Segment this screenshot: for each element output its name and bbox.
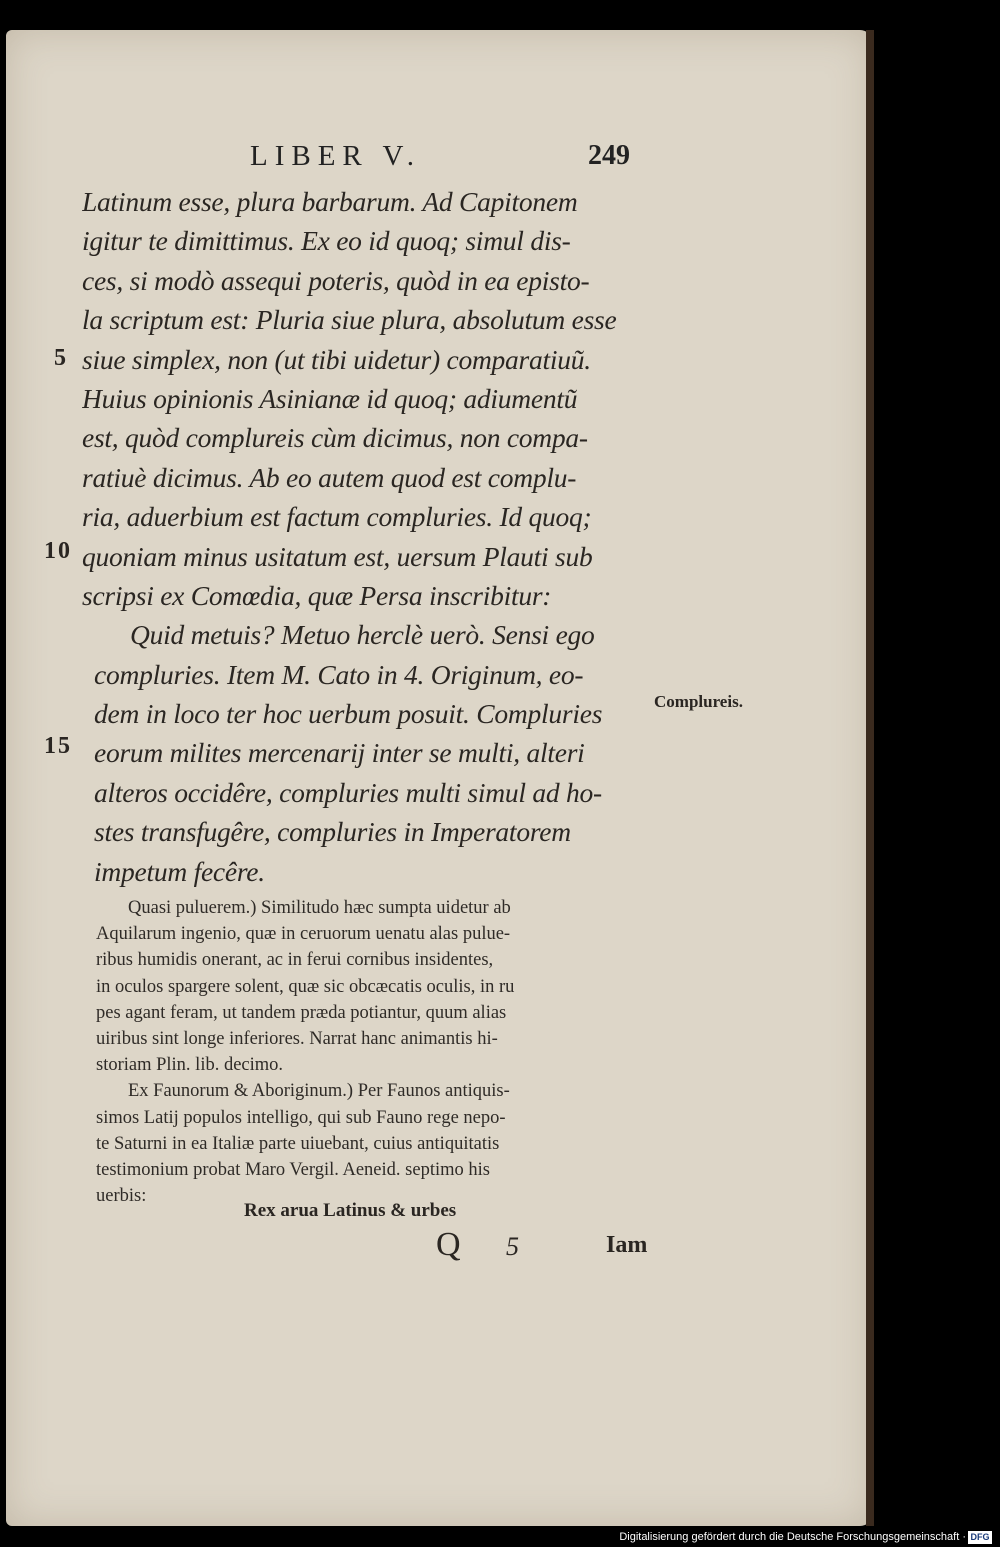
commentary-line: storiam Plin. lib. decimo. <box>96 1055 284 1076</box>
commentary-line: uiribus sint longe inferiores. Narrat hanc animantis hi- <box>96 1028 498 1049</box>
page-number: 249 <box>588 140 630 171</box>
text-line: Huius opinionis Asinianæ id quoq; adiumentũ <box>82 382 578 414</box>
commentary-line: Ex Faunorum & Aboriginum.) Per Faunos antiquis- <box>128 1081 510 1102</box>
text-line: scripsi ex Comœdia, quæ Persa inscribitur: <box>82 579 552 611</box>
text-line: Latinum esse, plura barbarum. Ad Capitonem <box>82 186 578 217</box>
text-line: igitur te dimittimus. Ex eo id quoq; simul dis- <box>82 225 571 257</box>
commentary-line: te Saturni in ea Italiæ parte uiuebant, cuius antiquitatis <box>96 1133 500 1154</box>
text-line: ria, aduerbium est factum compluries. Id quoq; <box>82 501 592 533</box>
text-line: impetum fecêre. <box>94 855 265 887</box>
text-line: compluries. Item M. Cato in 4. Originum, eo- <box>94 658 584 690</box>
commentary <box>96 895 656 1209</box>
text-line: ces, si modò assequi poteris, quòd in ea episto- <box>82 264 590 296</box>
text-line: est, quòd complureis cùm dicimus, non compa- <box>82 422 588 454</box>
text-line: ratiuè dicimus. Ab eo autem quod est complu- <box>82 461 577 493</box>
line-number-5: 5 <box>54 345 68 371</box>
commentary-line: Aquilarum ingenio, quæ in ceruorum uenatu alas pulue- <box>96 924 511 945</box>
digitization-credit: Digitalisierung gefördert durch die Deutsche Forschungsgemeinschaft · <box>619 1531 966 1543</box>
commentary-line: ribus humidis onerant, ac in ferui cornibus insidentes, <box>96 950 494 971</box>
commentary-line: uerbis: <box>96 1186 147 1207</box>
catchword: Iam <box>606 1232 648 1258</box>
page-edge <box>866 30 874 1526</box>
line-number-10: 10 <box>44 538 72 564</box>
text-line: Quid metuis? Metuo herclè uerò. Sensi ego <box>130 619 595 651</box>
running-header <box>250 140 630 180</box>
verse-line: Rex arua Latinus & urbes <box>244 1200 457 1221</box>
text-line: siue simplex, non (ut tibi uidetur) comparatiuũ. <box>82 343 591 375</box>
text-line: dem in loco ter hoc uerbum posuit. Compluries <box>94 698 603 730</box>
text-line: quoniam minus usitatum est, uersum Plauti sub <box>82 540 593 572</box>
line-number-15: 15 <box>44 733 72 759</box>
text-line: la scriptum est: Pluria siue plura, absolutum esse <box>82 304 617 336</box>
main-text <box>82 182 642 891</box>
margin-note: Complureis. <box>654 692 743 711</box>
commentary-line: Quasi puluerem.) Similitudo hæc sumpta uidetur ab <box>128 898 511 918</box>
signature-number: 5 <box>506 1232 519 1261</box>
commentary-line: simos Latij populos intelligo, qui sub Fauno rege nepo- <box>96 1107 506 1128</box>
text-line: stes transfugêre, compluries in Imperatorem <box>94 816 571 848</box>
text-line: alteros occidêre, compluries multi simul ad ho- <box>94 776 602 808</box>
signature-mark: Q <box>436 1226 461 1263</box>
commentary-line: testimonium probat Maro Vergil. Aeneid. septimo his <box>96 1159 490 1180</box>
commentary-line: pes agant feram, ut tandem præda potiantur, quum alias <box>96 1002 507 1023</box>
dfg-logo: DFG <box>968 1531 992 1544</box>
commentary-line: in oculos spargere solent, quæ sic obcæcatis oculis, in ru <box>96 976 515 997</box>
running-title: LIBER V. <box>250 140 421 172</box>
text-line: eorum milites mercenarij inter se multi, alteri <box>94 737 585 769</box>
